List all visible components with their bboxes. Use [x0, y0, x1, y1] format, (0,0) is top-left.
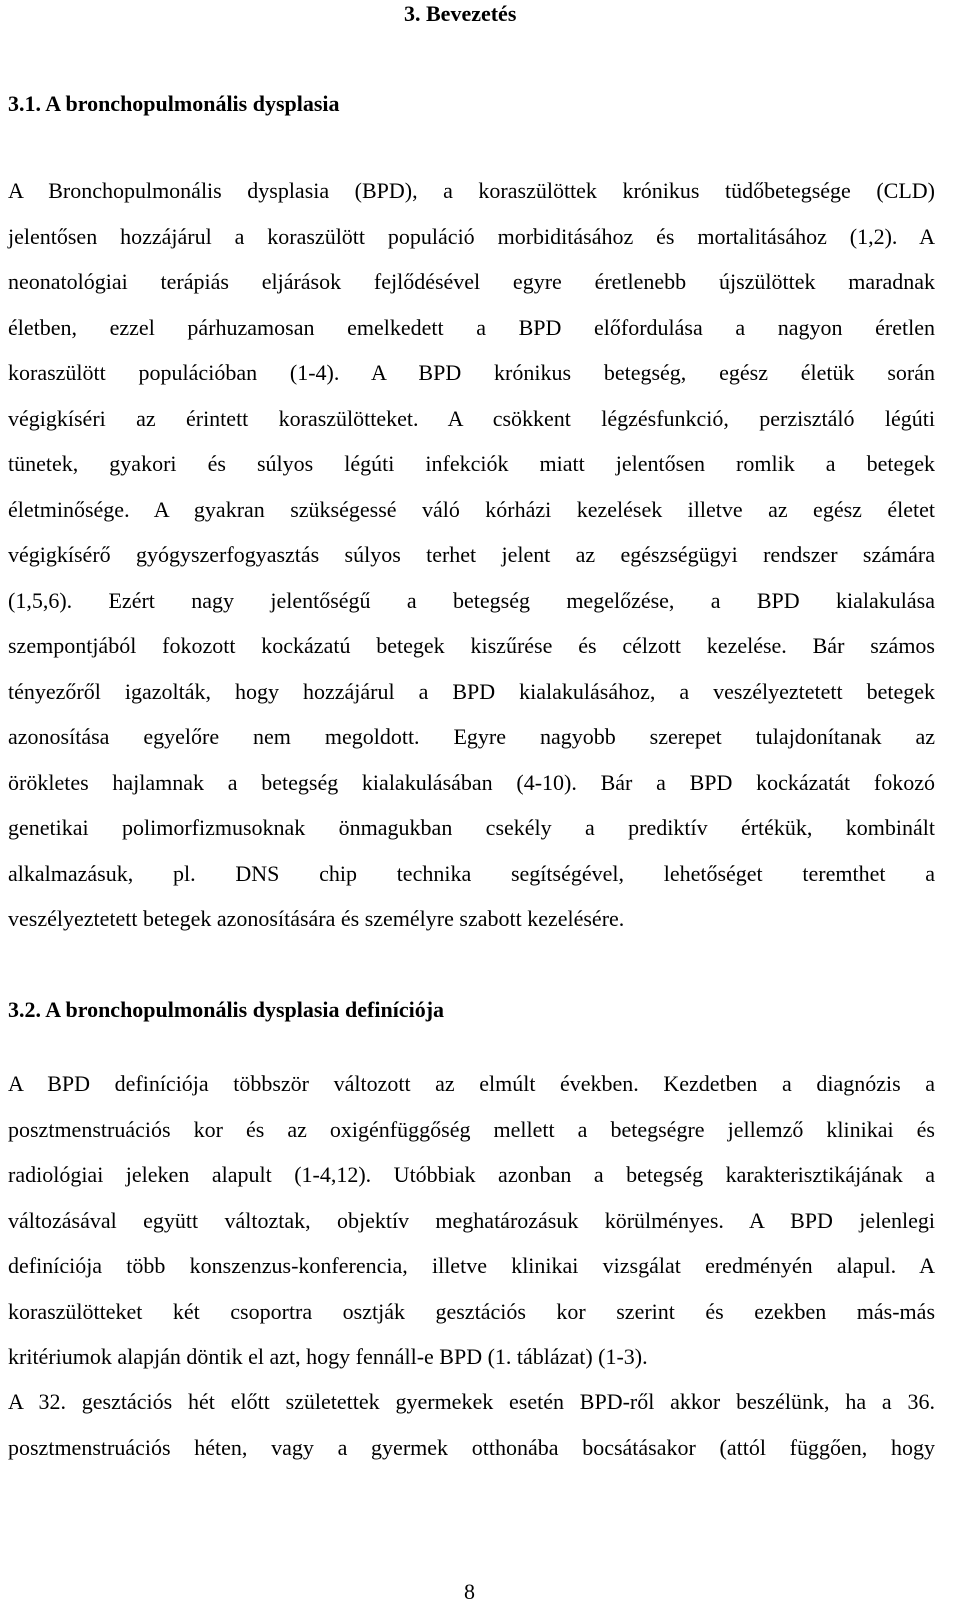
paragraph-line: életben, ezzel párhuzamosan emelkedett a BPD előfordulása a nagyon éretlen	[8, 314, 935, 340]
paragraph-line: koraszülött populációban (1-4). A BPD krónikus betegség, egész életük során	[8, 360, 935, 385]
paragraph-line: változásával együtt változtak, objektív meghatározásuk körülményes. A BPD jelenlegi	[8, 1207, 935, 1233]
paragraph-line: A 32. gesztációs hét előtt születettek gyermekek esetén BPD-ről akkor beszélünk, ha a 36.	[8, 1389, 935, 1414]
paragraph-line: kritériumok alapján döntik el azt, hogy fennáll-e BPD (1. táblázat) (1-3).	[8, 1344, 648, 1369]
paragraph-line: (1,5,6). Ezért nagy jelentőségű a betegség megelőzése, a BPD kialakulása	[8, 587, 935, 613]
page-number: 8	[464, 1579, 475, 1604]
section-heading-bpd-definition: 3.2. A bronchopulmonális dysplasia definíciója	[8, 997, 445, 1022]
paragraph-line: genetikai polimorfizmusoknak önmagukban csekély a prediktív értékük, kombinált	[8, 815, 935, 840]
section-heading-bpd: 3.1. A bronchopulmonális dysplasia	[8, 91, 340, 116]
paragraph-line: végigkísérő gyógyszerfogyasztás súlyos terhet jelent az egészségügyi rendszer számára	[8, 542, 935, 567]
chapter-heading: 3. Bevezetés	[404, 1, 517, 26]
paragraph-line: A Bronchopulmonális dysplasia (BPD), a koraszülöttek krónikus tüdőbetegsége (CLD)	[8, 178, 935, 203]
paragraph-line: posztmenstruációs kor és az oxigénfüggőség mellett a betegségre jellemző klinikai és	[8, 1116, 935, 1142]
paragraph-line: végigkíséri az érintett koraszülötteket. A csökkent légzésfunkció, perzisztáló légúti	[8, 405, 935, 431]
paragraph-bpd-definition	[8, 1061, 935, 1380]
paragraph-line: örökletes hajlamnak a betegség kialakulásában (4-10). Bár a BPD kockázatát fokozó	[8, 769, 935, 795]
paragraph-line: alkalmazásuk, pl. DNS chip technika segítségével, lehetőséget teremthet a	[8, 860, 935, 886]
paragraph-bpd-intro	[8, 168, 935, 942]
paragraph-line: A BPD definíciója többször változott az elmúlt években. Kezdetben a diagnózis a	[8, 1071, 935, 1096]
paragraph-line: életminősége. A gyakran szükségessé váló kórházi kezelések illetve az egész életet	[8, 496, 935, 522]
paragraph-line: tényezőről igazolták, hogy hozzájárul a BPD kialakulásához, a veszélyeztetett betegek	[8, 678, 935, 704]
paragraph-line: szempontjából fokozott kockázatú betegek kiszűrése és célzott kezelése. Bár számos	[8, 633, 935, 658]
paragraph-line: posztmenstruációs héten, vagy a gyermek otthonába bocsátásakor (attól függően, hogy	[8, 1434, 935, 1460]
paragraph-line: neonatológiai terápiás eljárások fejlődésével egyre éretlenebb újszülöttek maradnak	[8, 269, 935, 294]
paragraph-bpd-criteria	[8, 1379, 935, 1470]
paragraph-line: jelentősen hozzájárul a koraszülött populáció morbiditásához és mortalitásához (1,2). A	[8, 223, 935, 249]
paragraph-line: radiológiai jeleken alapult (1-4,12). Utóbbiak azonban a betegség karakterisztikájának a	[8, 1162, 935, 1187]
paragraph-line: azonosítása egyelőre nem megoldott. Egyre nagyobb szerepet tulajdonítanak az	[8, 724, 935, 749]
paragraph-line: koraszülötteket két csoportra osztják gesztációs kor szerint és ezekben más-más	[8, 1298, 935, 1324]
paragraph-line: definíciója több konszenzus-konferencia, illetve klinikai vizsgálat eredményén alapul. A	[8, 1253, 935, 1278]
paragraph-line: veszélyeztetett betegek azonosítására és személyre szabott kezelésére.	[8, 906, 625, 931]
paragraph-line: tünetek, gyakori és súlyos légúti infekciók miatt jelentősen romlik a betegek	[8, 451, 935, 476]
